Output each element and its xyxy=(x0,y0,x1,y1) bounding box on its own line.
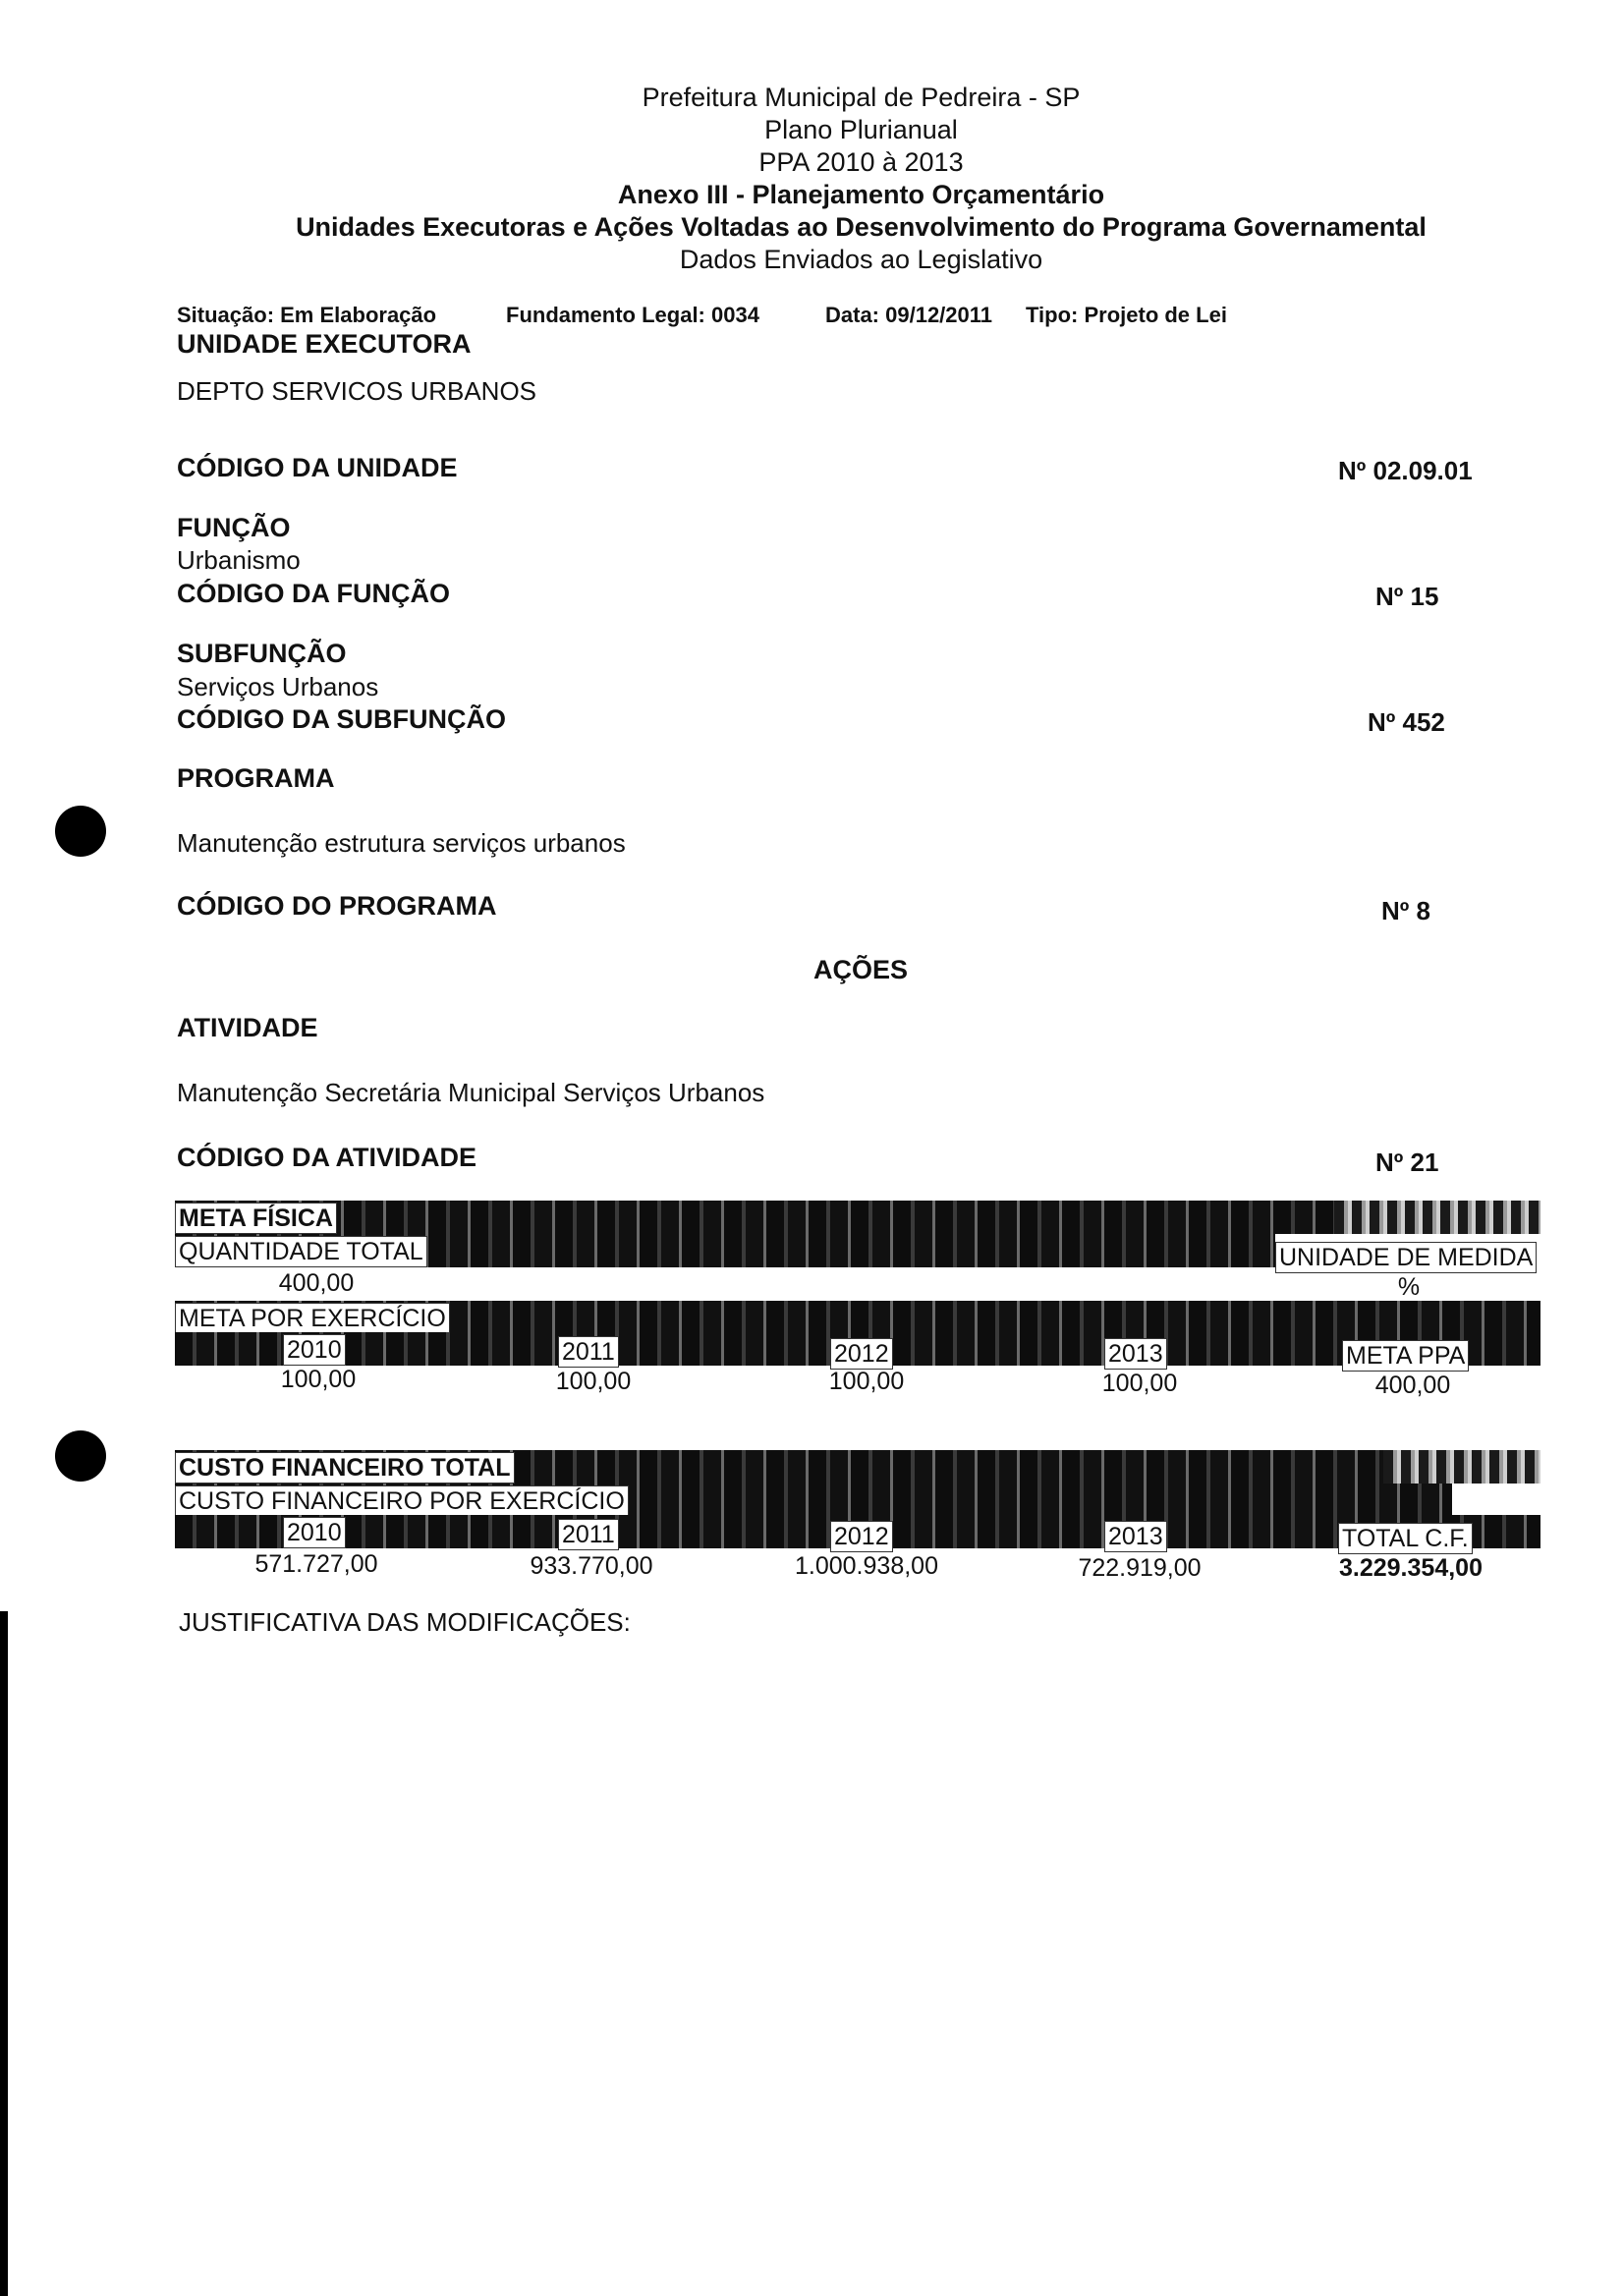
fundamento-legal: Fundamento Legal: 0034 xyxy=(506,303,759,327)
programa-value: Manutenção estrutura serviços urbanos xyxy=(177,828,626,858)
header-line-4: Anexo III - Planejamento Orçamentário xyxy=(617,180,1105,209)
custo-total-band-fade xyxy=(1383,1450,1540,1484)
header-line-3: PPA 2010 à 2013 xyxy=(758,147,964,177)
unidade-value: DEPTO SERVICOS URBANOS xyxy=(177,376,537,406)
unidade-medida-label: UNIDADE DE MEDIDA xyxy=(1275,1242,1537,1273)
meta-value-2013: 100,00 xyxy=(1101,1370,1178,1397)
meta-fisica-band-fade xyxy=(1334,1201,1540,1234)
unidade-label: UNIDADE EXECUTORA xyxy=(177,329,472,359)
codigo-funcao-label: CÓDIGO DA FUNÇÃO xyxy=(177,579,450,608)
meta-ppa-value: 400,00 xyxy=(1374,1372,1451,1399)
scan-edge xyxy=(0,1611,8,2296)
custo-year-2013: 2013 xyxy=(1104,1521,1167,1552)
codigo-atividade-value: Nº 21 xyxy=(1375,1148,1439,1177)
codigo-programa-value: Nº 8 xyxy=(1381,896,1430,925)
custo-total-title: CUSTO FINANCEIRO TOTAL xyxy=(175,1452,515,1484)
custo-year-2010: 2010 xyxy=(283,1517,346,1548)
codigo-unidade-label: CÓDIGO DA UNIDADE xyxy=(177,453,458,482)
total-cf-label: TOTAL C.F. xyxy=(1338,1523,1473,1554)
meta-value-2010: 100,00 xyxy=(280,1366,357,1393)
unidade-medida-value: % xyxy=(1397,1273,1421,1301)
punch-hole-top xyxy=(55,806,106,857)
quantidade-value: 400,00 xyxy=(278,1269,355,1297)
header-line-2: Plano Plurianual xyxy=(764,115,958,144)
programa-label: PROGRAMA xyxy=(177,763,335,793)
custo-value-2011: 933.770,00 xyxy=(530,1552,653,1580)
codigo-subfuncao-label: CÓDIGO DA SUBFUNÇÃO xyxy=(177,704,506,734)
subfuncao-value: Serviços Urbanos xyxy=(177,672,379,701)
meta-exercicio-label: META POR EXERCÍCIO xyxy=(175,1303,450,1334)
total-cf-value: 3.229.354,00 xyxy=(1339,1554,1483,1582)
codigo-subfuncao-value: Nº 452 xyxy=(1368,707,1445,737)
meta-fisica-title: META FÍSICA xyxy=(175,1203,337,1234)
tipo: Tipo: Projeto de Lei xyxy=(1026,303,1227,327)
custo-year-2012: 2012 xyxy=(830,1521,893,1552)
quantidade-label: QUANTIDADE TOTAL xyxy=(175,1236,427,1267)
custo-year-2011: 2011 xyxy=(558,1519,619,1550)
acoes-title: AÇÕES xyxy=(813,955,909,984)
header-line-1: Prefeitura Municipal de Pedreira - SP xyxy=(642,83,1081,112)
meta-value-2011: 100,00 xyxy=(555,1368,632,1395)
meta-year-2011: 2011 xyxy=(558,1336,619,1368)
atividade-value: Manutenção Secretária Municipal Serviços Urbanos xyxy=(177,1078,765,1107)
meta-fisica-band xyxy=(175,1201,1334,1234)
codigo-programa-label: CÓDIGO DO PROGRAMA xyxy=(177,891,497,921)
header-line-5: Unidades Executoras e Ações Voltadas ao Desenvolvimento do Programa Governamental xyxy=(296,212,1427,242)
atividade-label: ATIVIDADE xyxy=(177,1013,318,1042)
codigo-unidade-value: Nº 02.09.01 xyxy=(1338,456,1473,485)
situacao: Situação: Em Elaboração xyxy=(177,303,437,327)
punch-hole-bottom xyxy=(55,1430,106,1482)
funcao-value: Urbanismo xyxy=(177,545,301,575)
subfuncao-label: SUBFUNÇÃO xyxy=(177,639,347,668)
custo-exercicio-label: CUSTO FINANCEIRO POR EXERCÍCIO xyxy=(175,1485,629,1517)
codigo-atividade-label: CÓDIGO DA ATIVIDADE xyxy=(177,1143,477,1172)
meta-year-2012: 2012 xyxy=(830,1338,893,1370)
justificativa-label: JUSTIFICATIVA DAS MODIFICAÇÕES: xyxy=(179,1607,631,1637)
meta-year-2013: 2013 xyxy=(1104,1338,1167,1370)
custo-value-2012: 1.000.938,00 xyxy=(795,1552,938,1580)
custo-value-2013: 722.919,00 xyxy=(1078,1554,1202,1582)
codigo-funcao-value: Nº 15 xyxy=(1375,582,1439,611)
meta-ppa-label: META PPA xyxy=(1342,1340,1469,1372)
header-line-6: Dados Enviados ao Legislativo xyxy=(679,245,1043,274)
meta-value-2012: 100,00 xyxy=(828,1368,905,1395)
funcao-label: FUNÇÃO xyxy=(177,513,291,542)
meta-year-2010: 2010 xyxy=(283,1334,346,1366)
custo-value-2010: 571.727,00 xyxy=(254,1550,378,1578)
data: Data: 09/12/2011 xyxy=(825,303,993,327)
